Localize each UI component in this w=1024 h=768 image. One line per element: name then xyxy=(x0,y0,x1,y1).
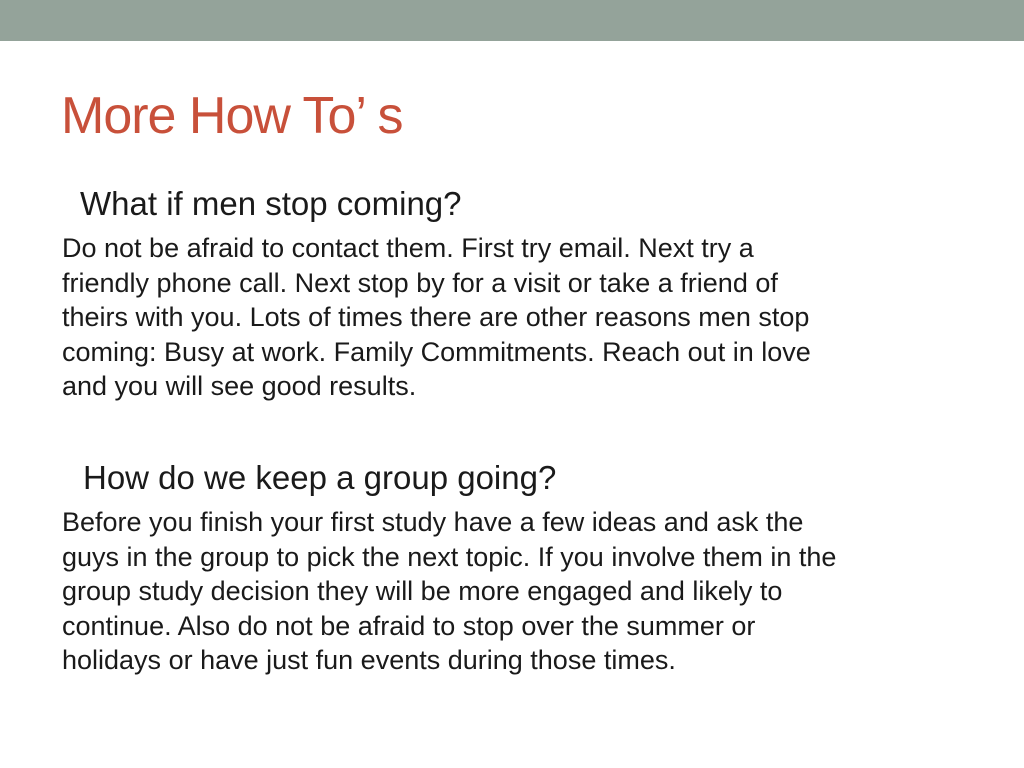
answer-line: holidays or have just fun events during those times. xyxy=(62,645,676,675)
slide-title: More How To’ s xyxy=(61,87,403,145)
answer-line: Before you finish your first study have a few ideas and ask the xyxy=(62,507,804,537)
answer-line: friendly phone call. Next stop by for a visit or take a friend of xyxy=(62,267,778,298)
question-heading: How do we keep a group going? xyxy=(83,459,557,496)
top-band xyxy=(0,0,1024,41)
answer-line: guys in the group to pick the next topic. If you involve them in the xyxy=(62,541,837,572)
answer-line: theirs with you. Lots of times there are other reasons men stop xyxy=(62,302,810,332)
answer-line: coming: Busy at work. Family Commitments. Reach out in love xyxy=(62,336,811,367)
answer-line: continue. Also do not be afraid to stop over the summer or xyxy=(62,610,756,641)
answer-paragraph xyxy=(62,231,982,404)
answer-line: and you will see good results. xyxy=(62,371,417,401)
question-heading: What if men stop coming? xyxy=(80,185,462,222)
answer-line: Do not be afraid to contact them. First try email. Next try a xyxy=(62,233,754,263)
answer-paragraph xyxy=(62,505,982,678)
answer-line: group study decision they will be more engaged and likely to xyxy=(62,576,783,606)
